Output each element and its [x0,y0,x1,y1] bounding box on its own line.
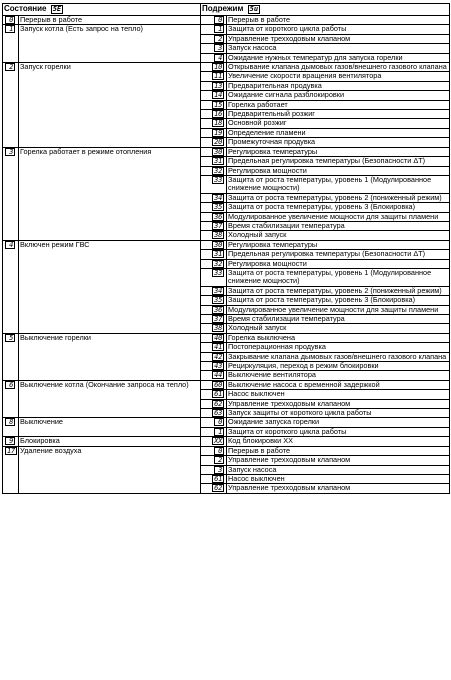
substate-description: Управление трехходовым клапаном [227,456,450,465]
substate-code: 40 [214,333,223,342]
substate-description: Выключение вентилятора [227,371,450,380]
substate-description: Защита от роста температуры, уровень 2 (пониженный режим) [227,193,450,202]
substate-code: 36 [214,212,223,221]
substate-description: Перерыв в работе [227,16,450,25]
substate-code-cell [201,352,227,361]
state-description: Выключение [19,418,201,437]
substate-code: 2 [214,35,224,43]
state-code-cell [3,63,19,148]
substate-code-cell [201,268,227,286]
substate-description: Перерыв в работе [227,446,450,455]
substate-code-cell [201,25,227,34]
substate-code-cell [201,250,227,259]
status-table-page [2,3,449,494]
substate-code: 2 [214,456,224,464]
substate-code-cell [201,362,227,371]
substate-code: 0 [214,16,224,24]
substate-description: Модулированное увеличение мощности для защиты пламени [227,212,450,221]
substate-column-header [201,4,450,16]
state-description: Блокировка [19,437,201,446]
substate-description: Защита от роста температуры, уровень 1 (Модулированное снижение мощности) [227,268,450,286]
substate-description: Открывание клапана дымовых газов/внешнего газового клапана [227,63,450,72]
substate-code-cell [201,72,227,81]
substate-code-cell [201,231,227,240]
substate-code: 30 [214,240,223,249]
substate-code: 61 [214,390,223,399]
substate-description: Модулированное увеличение мощности для защиты пламени [227,305,450,314]
substate-lcd-code: 5u [249,5,259,13]
substate-description: Регулировка температуры [227,240,450,249]
substate-code-cell [201,484,227,493]
state-code-cell [3,240,19,333]
state-lcd-code: 5E [52,5,62,13]
substate-code-cell [201,212,227,221]
state-code: 3 [5,148,15,156]
substate-code-cell [201,128,227,137]
substate-code: 10 [214,63,223,72]
substate-code: 32 [214,259,223,268]
substate-code: 16 [214,110,223,119]
state-code: 5 [5,334,15,342]
state-column-header [3,4,201,16]
substate-code: 42 [214,352,223,361]
substate-code: 3 [214,44,224,52]
substate-description: Защита от короткого цикла работы [227,427,450,436]
substate-description: Насос выключен [227,474,450,483]
substate-description: Защита от роста температуры, уровень 3 (Блокировка) [227,203,450,212]
state-code-cell [3,25,19,63]
substate-code: 62 [214,399,223,408]
substate-code-cell [201,390,227,399]
table-row [3,333,450,342]
substate-description: Регулировка мощности [227,166,450,175]
state-code-cell [3,16,19,25]
substate-code-cell [201,34,227,43]
substate-code: XX [214,437,223,446]
state-description: Удаление воздуха [19,446,201,493]
substate-code-cell [201,259,227,268]
substate-description: Горелка работает [227,100,450,109]
substate-code: 11 [214,72,223,81]
substate-description: Управление трехходовым клапаном [227,399,450,408]
table-row [3,446,450,455]
state-code: 2 [5,63,15,71]
substate-description: Постоперационная продувка [227,343,450,352]
substate-code-cell [201,305,227,314]
substate-description: Время стабилизации температура [227,221,450,230]
substate-code: 41 [214,343,223,352]
substate-code: 13 [214,81,223,90]
substate-description: Предельная регулировка температуры (Безопасности ΔT) [227,250,450,259]
substate-code-cell [201,409,227,418]
substate-code: 37 [214,315,223,323]
state-code-cell [3,380,19,418]
state-description: Выключение горелки [19,333,201,380]
substate-code-cell [201,147,227,156]
substate-code-cell [201,315,227,324]
substate-code: 33 [214,175,223,184]
substate-code: 31 [214,157,223,166]
state-code: 9 [5,437,15,445]
substate-code-cell [201,63,227,72]
state-description: Выключение котла (Окончание запроса на тепло) [19,380,201,418]
table-row [3,418,450,427]
substate-code-cell [201,286,227,295]
substate-description: Управление трехходовым клапаном [227,484,450,493]
substate-code: 3 [214,466,224,474]
state-description: Включен режим ГВС [19,240,201,333]
substate-description: Рециркуляция, переход в режим блокировки [227,362,450,371]
substate-description: Защита от короткого цикла работы [227,25,450,34]
substate-code: 33 [214,268,223,277]
substate-description: Закрывание клапана дымовых газов/внешнего газового клапана [227,352,450,361]
substate-code: 63 [214,409,223,418]
substate-code: 1 [214,428,224,436]
substate-description: Холодный запуск [227,324,450,333]
substate-code-cell [201,157,227,166]
substate-code-cell [201,138,227,147]
substate-description: Ожидание нужных температур для запуска горелки [227,53,450,62]
substate-description: Предварительный розжиг [227,110,450,119]
substate-code-cell [201,91,227,100]
substate-code: 19 [214,128,223,137]
substate-code: 4 [214,54,224,62]
substate-code-cell [201,474,227,483]
substate-code: 44 [214,371,223,380]
substate-code-cell [201,343,227,352]
state-code: 17 [7,446,15,455]
substate-code-cell [201,324,227,333]
state-code-cell [3,333,19,380]
table-row [3,380,450,389]
substate-description: Защита от роста температуры, уровень 1 (Модулированное снижение мощности) [227,175,450,193]
table-body [3,16,450,494]
substate-header-label: Подрежим [202,4,244,13]
substate-code-cell [201,333,227,342]
substate-code-cell [201,44,227,53]
substate-code: 61 [214,474,223,483]
substate-description: Ожидание запуска горелки [227,418,450,427]
substate-description: Код блокировки XX [227,437,450,446]
substate-code: 38 [214,324,223,333]
substate-description: Запуск насоса [227,465,450,474]
substate-code: 15 [214,100,223,109]
substate-code: 60 [214,380,223,389]
substate-description: Выключение насоса с временной задержкой [227,380,450,389]
substate-description: Управление трехходовым клапаном [227,34,450,43]
substate-code: 34 [214,286,223,295]
substate-description: Защита от роста температуры, уровень 3 (Блокировка) [227,296,450,305]
substate-code-cell [201,53,227,62]
substate-code-cell [201,446,227,455]
substate-code: 34 [214,193,223,202]
substate-description: Промежуточная продувка [227,138,450,147]
substate-code: 14 [214,91,223,100]
substate-description: Регулировка температуры [227,147,450,156]
substate-code-cell [201,399,227,408]
substate-code: 18 [214,119,223,128]
substate-code-cell [201,119,227,128]
state-code: 6 [5,381,15,389]
substate-code: 30 [214,147,223,156]
table-row [3,437,450,446]
substate-code: 62 [214,484,223,493]
substate-code-cell [201,465,227,474]
substate-code-cell [201,203,227,212]
substate-code: 37 [214,221,223,230]
substate-code-cell [201,418,227,427]
substate-code: 0 [214,447,224,455]
substate-code-cell [201,221,227,230]
substate-code-cell [201,371,227,380]
substate-code: 32 [214,166,223,175]
substate-description: Предварительная продувка [227,81,450,90]
substate-code-cell [201,193,227,202]
substate-code: 38 [214,231,223,240]
substate-code: 36 [214,305,223,314]
substate-description: Запуск насоса [227,44,450,53]
state-description: Запуск горелки [19,63,201,148]
substate-description: Защита от роста температуры, уровень 2 (пониженный режим) [227,286,450,295]
substate-code: 35 [214,203,223,212]
state-code-cell [3,147,19,240]
substate-description: Холодный запуск [227,231,450,240]
state-code-cell [3,437,19,446]
substate-description: Предельная регулировка температуры (Безопасности ΔT) [227,157,450,166]
substate-description: Насос выключен [227,390,450,399]
substate-code-cell [201,427,227,436]
substate-code-cell [201,437,227,446]
substate-description: Ожидание сигнала разблокировки [227,91,450,100]
substate-code-cell [201,110,227,119]
state-description: Перерыв в работе [19,16,201,25]
substate-description: Запуск защиты от короткого цикла работы [227,409,450,418]
substate-code-cell [201,296,227,305]
state-header-label: Состояние [4,4,47,13]
substate-code: 35 [214,296,223,305]
state-code: 4 [5,241,15,249]
substate-code: 1 [214,25,224,33]
substate-code-cell [201,175,227,193]
substate-code-cell [201,81,227,90]
status-table [2,3,450,494]
table-header-row [3,4,450,16]
state-description: Запуск котла (Есть запрос на тепло) [19,25,201,63]
substate-description: Основной розжиг [227,119,450,128]
table-row [3,63,450,72]
state-description: Горелка работает в режиме отопления [19,147,201,240]
substate-code: 20 [214,138,223,147]
substate-code-cell [201,240,227,249]
substate-code-cell [201,100,227,109]
state-code: 8 [5,418,15,426]
substate-description: Регулировка мощности [227,259,450,268]
substate-description: Определение пламени [227,128,450,137]
substate-description: Увеличение скорости вращения вентилятора [227,72,450,81]
state-code: 0 [5,16,15,24]
state-code-cell [3,446,19,493]
substate-code-cell [201,380,227,389]
table-row [3,25,450,34]
substate-code-cell [201,16,227,25]
substate-code: 31 [214,250,223,259]
substate-code-cell [201,166,227,175]
state-code: 1 [5,25,15,33]
state-code-cell [3,418,19,437]
substate-description: Время стабилизации температура [227,315,450,324]
substate-code: 0 [214,418,224,426]
substate-description: Горелка выключена [227,333,450,342]
substate-code: 43 [214,362,223,371]
substate-code-cell [201,456,227,465]
